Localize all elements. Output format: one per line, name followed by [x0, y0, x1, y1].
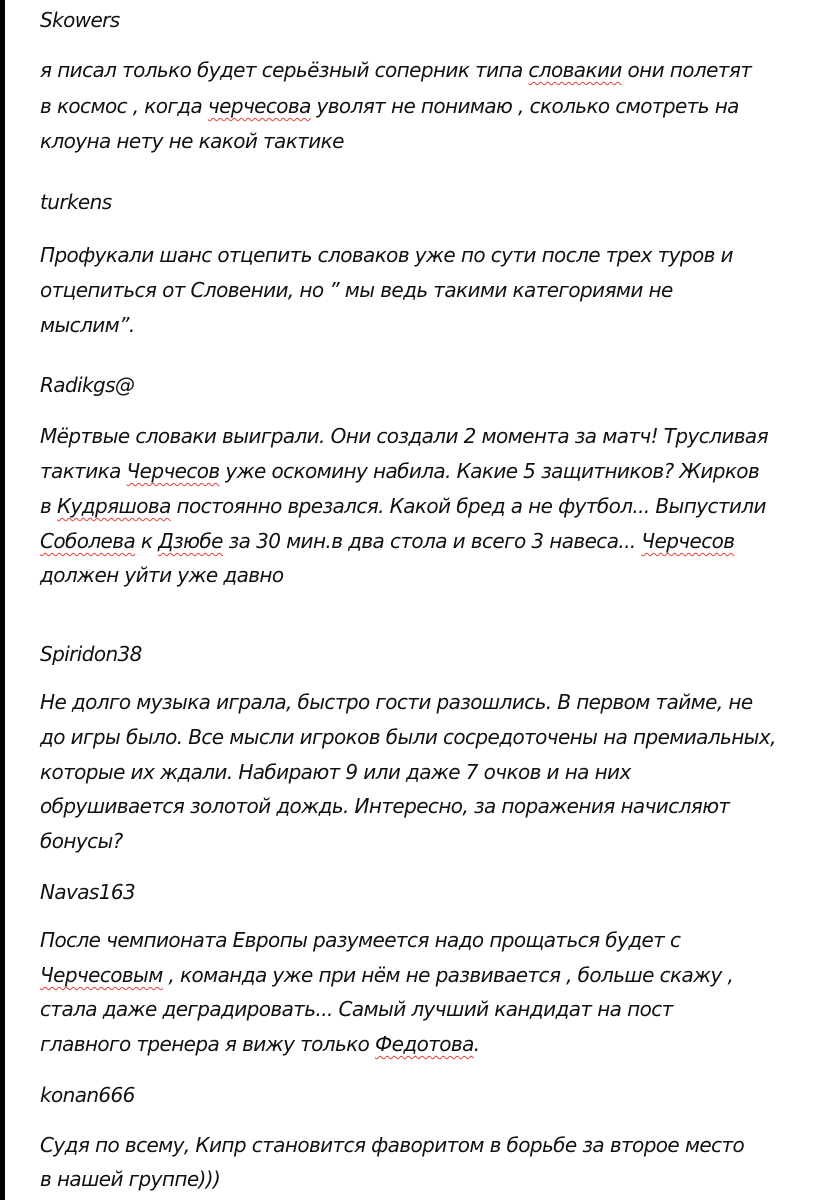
text-segment: обрушивается золотой дождь. Интересно, за поражения начисляют [40, 794, 730, 818]
comment-text-line [40, 1133, 744, 1157]
comment-text-line [40, 278, 673, 302]
comment-text-line [40, 424, 768, 448]
text-segment: которые их ждали. Набирают 9 или даже 7 очков и на них [40, 760, 631, 784]
comment-text-line [40, 313, 135, 337]
comment-author: Radikgs@ [40, 373, 135, 397]
text-segment: в [40, 494, 57, 518]
comment-author: turkens [40, 190, 112, 214]
comment-text-line [40, 94, 739, 118]
comment-author: Navas163 [40, 880, 136, 904]
comment-text-line [40, 725, 776, 749]
text-segment: бонусы? [40, 829, 123, 853]
text-segment: , команда уже при нём не развивается , больше скажу , [162, 963, 734, 987]
comment-text-line [40, 1167, 220, 1191]
text-segment: стала даже деградировать... Самый лучший кандидат на пост [40, 997, 673, 1021]
text-segment: Не долго музыка играла, быстро гости разошлись. В первом тайме, не [40, 690, 753, 714]
text-segment: до игры было. Все мысли игроков были сосредоточены на премиальных, [40, 725, 776, 749]
text-segment: главного тренера я вижу только [40, 1032, 376, 1056]
comment-text-line [40, 563, 284, 587]
text-segment: в космос , когда [40, 94, 208, 118]
comment-text-line [40, 997, 673, 1021]
comment-text-line [40, 243, 733, 267]
text-segment: за 30 мин.в два стола и всего 3 навеса... [222, 529, 642, 553]
comment-text-line [40, 963, 733, 987]
comment-author: Skowers [40, 8, 120, 32]
comment-text-line [40, 760, 631, 784]
text-segment: я писал только будет серьёзный соперник типа [40, 58, 529, 82]
comment-text-line [40, 494, 766, 518]
comment-text-line [40, 58, 751, 82]
text-segment: . [473, 1032, 480, 1056]
comment-text-line [40, 928, 680, 952]
comment-text-line [40, 1032, 480, 1056]
text-segment: к [135, 529, 159, 553]
spellcheck-flagged-word: Черчесов [126, 459, 220, 483]
spellcheck-flagged-word: Федотова [375, 1032, 474, 1056]
spellcheck-flagged-word: Черчесов [641, 529, 735, 553]
text-segment: должен уйти уже давно [40, 563, 284, 587]
text-segment: уволят не понимаю , сколько смотреть на [310, 94, 739, 118]
comment-author: konan666 [40, 1083, 135, 1107]
spellcheck-flagged-word: Дзюбе [158, 529, 223, 553]
text-segment: Профукали шанс отцепить словаков уже по сути после трех туров и [40, 243, 733, 267]
text-segment: отцепиться от Словении, но ” мы ведь такими категориями не [40, 278, 673, 302]
text-segment: в нашей группе))) [40, 1167, 221, 1191]
left-border-rule [0, 0, 5, 1200]
text-segment: они полетят [621, 58, 752, 82]
comment-text-line [40, 129, 344, 153]
comment-text-line [40, 829, 123, 853]
spellcheck-flagged-word: словакии [528, 58, 622, 82]
spellcheck-flagged-word: черчесова [207, 94, 311, 118]
text-segment: После чемпионата Европы разумеется надо прощаться будет с [40, 928, 681, 952]
comment-text-line [40, 529, 734, 553]
text-segment: Мёртвые словаки выиграли. Они создали 2 момента за матч! Трусливая [40, 424, 769, 448]
comment-text-line [40, 690, 753, 714]
text-segment: клоуна нету не какой тактике [40, 129, 344, 153]
spellcheck-flagged-word: Кудряшова [56, 494, 171, 518]
spellcheck-flagged-word: Соболева [40, 529, 136, 553]
text-segment: постоянно врезался. Какой бред а не футбол... Выпустили [170, 494, 766, 518]
comment-text-line [40, 794, 730, 818]
spellcheck-flagged-word: Черчесовым [40, 963, 163, 987]
text-segment: мыслим”. [40, 313, 135, 337]
text-segment: уже оскомину набила. Какие 5 защитников? Жирков [219, 459, 760, 483]
text-segment: Судя по всему, Кипр становится фаворитом в борьбе за второе место [40, 1133, 745, 1157]
text-segment: тактика [40, 459, 127, 483]
comment-text-line [40, 459, 759, 483]
comment-author: Spiridon38 [40, 642, 142, 666]
